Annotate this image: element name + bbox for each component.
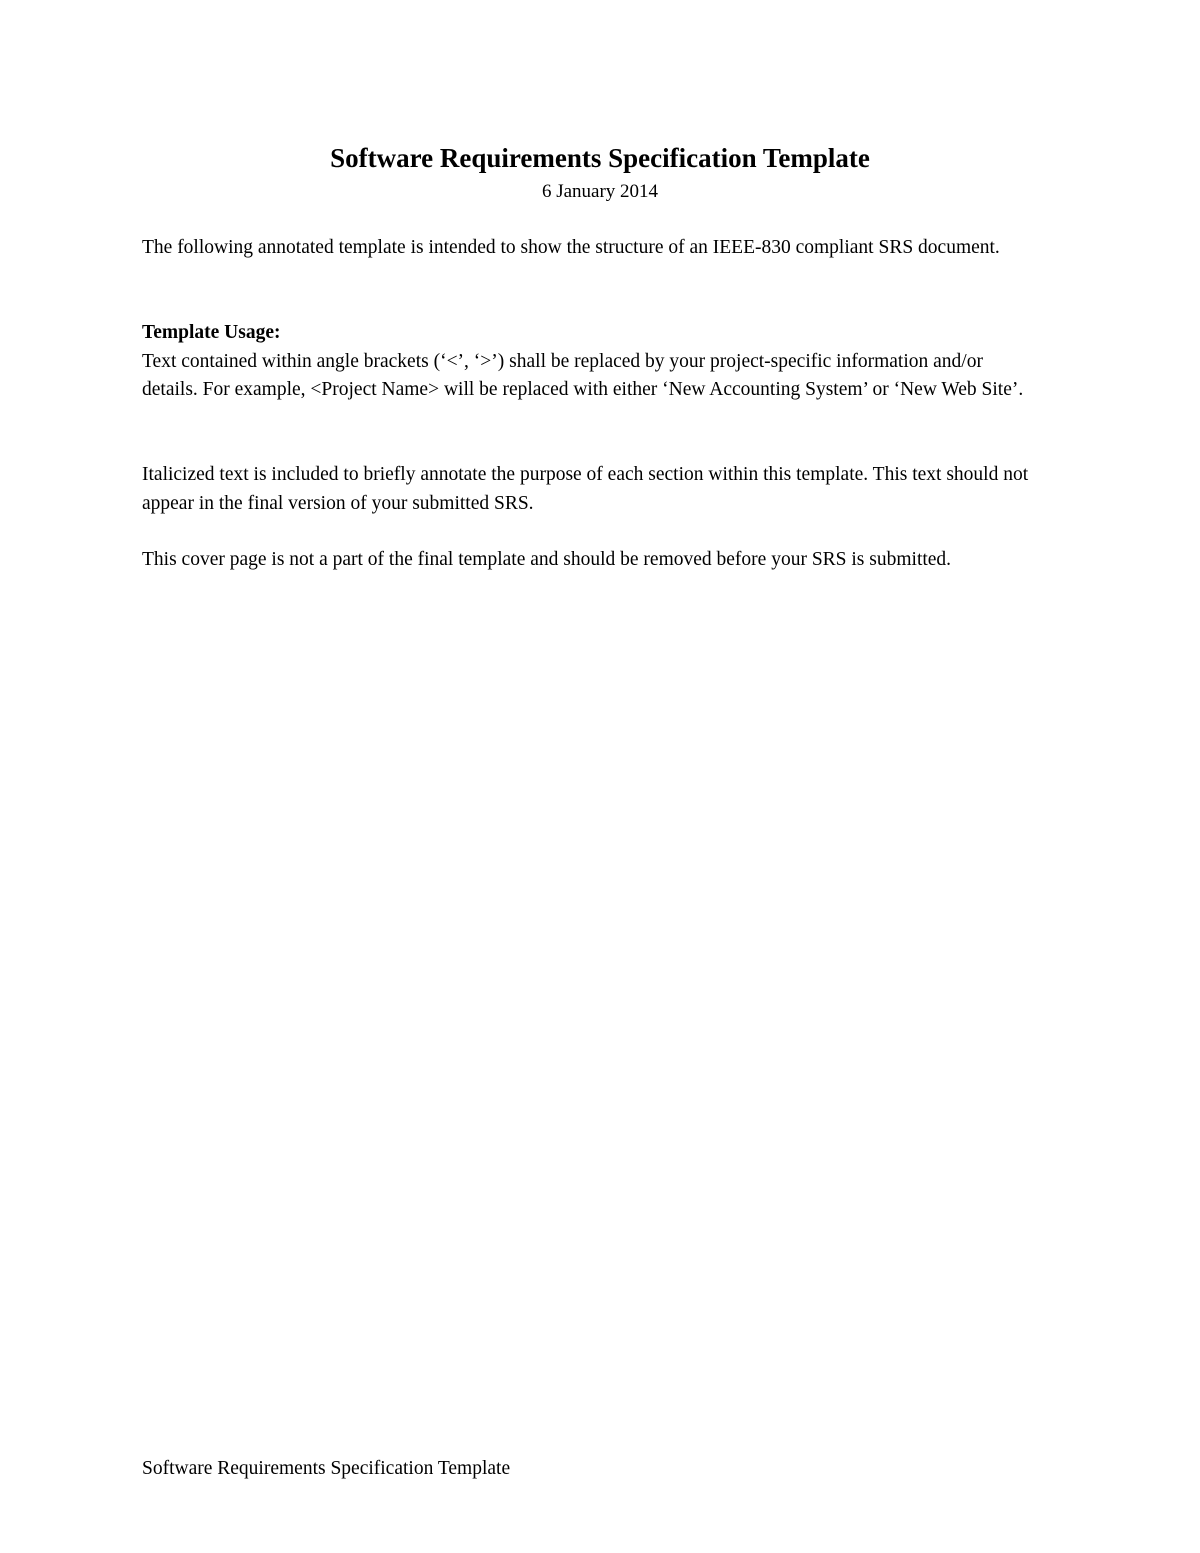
- page-footer: Software Requirements Specification Template: [142, 1458, 511, 1479]
- usage-text: Text contained within angle brackets (‘<’, ‘>’) shall be replaced by your project-specific information and/or details. For example, <Project Name> will be replaced with either ‘New Accounting System’ or ‘New Web Site’.: [142, 350, 1024, 400]
- cover-note-text: This cover page is not a part of the final template and should be removed before your SRS is submitted.: [142, 549, 952, 570]
- usage-heading: Template Usage:: [142, 322, 281, 343]
- italic-note-paragraph: [142, 461, 1042, 518]
- template-usage-section: [142, 319, 1042, 405]
- document-date: 6 January 2014: [541, 181, 659, 202]
- cover-note-paragraph: [142, 546, 1042, 575]
- document-title: Software Requirements Specification Template: [330, 143, 870, 173]
- intro-paragraph: [142, 234, 1042, 263]
- intro-text: The following annotated template is intended to show the structure of an IEEE-830 compliant SRS document.: [142, 237, 1000, 258]
- italic-note-text: Italicized text is included to briefly annotate the purpose of each section within this template. This text should not appear in the final version of your submitted SRS.: [142, 464, 1029, 514]
